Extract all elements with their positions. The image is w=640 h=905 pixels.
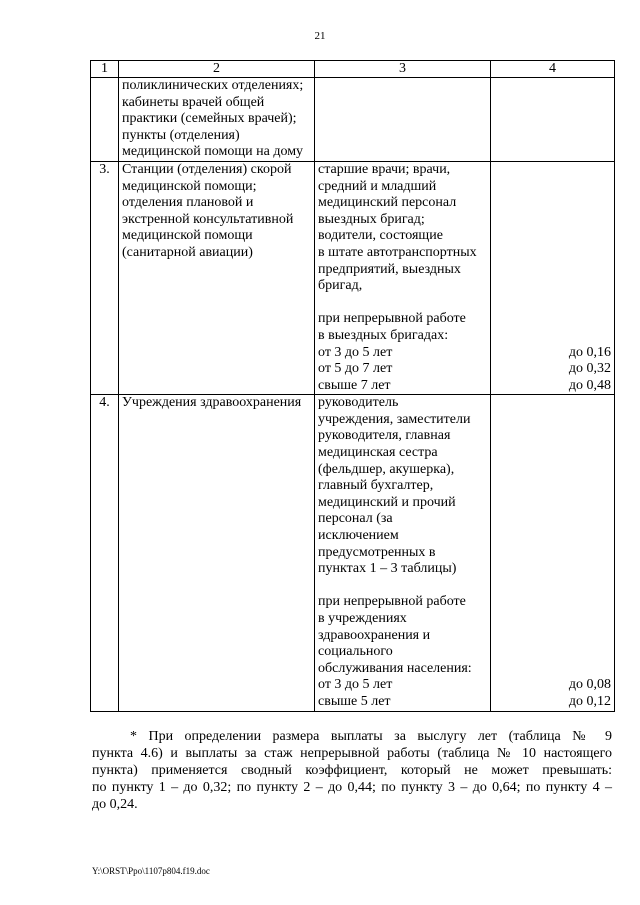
cell-line: медицинский персонал — [318, 195, 457, 211]
cell-line: руководителя, главная — [318, 428, 451, 444]
cell-line: в учреждениях — [318, 611, 407, 626]
row-number-cell: 4. — [91, 395, 119, 711]
cell-line: обслуживания населения: — [318, 660, 472, 676]
footnote-line: до 0,24. — [92, 797, 138, 812]
cell-line: (санитарной авиации) — [122, 244, 253, 260]
cell-line: старшие врачи; врачи, — [318, 161, 451, 177]
cell-line: пунктах 1 – 3 таблицы) — [318, 561, 457, 577]
cell-line: свыше 5 лет — [318, 693, 391, 709]
cell-line: свыше 7 лет — [318, 377, 391, 393]
footnote-line: * При определении размера выплаты за выслугу лет (таблица № 9 — [130, 729, 612, 744]
cell-line: средний и младший — [318, 178, 437, 194]
footnote-line: пункта 4.6) и выплаты за стаж непрерывной работы (таблица № 10 настоящего — [92, 746, 612, 761]
cell-line: при непрерывной работе — [318, 311, 466, 327]
cell-line: медицинской помощи — [122, 228, 253, 244]
cell-line: (фельдшер, акушерка), — [318, 461, 455, 477]
cell-line: медицинская сестра — [318, 445, 438, 461]
file-path: Y:\ORST\Ppo\1107p804.f19.doc — [92, 866, 210, 876]
coefficient-value: до 0,16 — [568, 344, 611, 360]
table-row-4 — [91, 395, 615, 711]
footnote-line: пункта) применяется сводный коэффициент, который не может превышать: — [92, 763, 612, 778]
cell-line: бригад, — [318, 278, 363, 294]
cell-line: от 3 до 5 лет — [318, 677, 393, 693]
cell-line: медицинский и прочий — [318, 494, 456, 510]
header-cell: 4 — [491, 61, 615, 78]
coefficient-cell — [491, 78, 615, 162]
table-header-row — [91, 61, 615, 78]
staff-cell — [315, 78, 491, 162]
coefficient-value: до 0,32 — [568, 361, 611, 377]
cell-line: здравоохранения и — [318, 627, 431, 643]
cell-line: медицинской помощи; — [122, 178, 257, 194]
header-cell: 3 — [315, 61, 491, 78]
cell-line: поликлинических отделениях; — [122, 78, 304, 93]
coefficient-cell — [491, 161, 615, 394]
cell-line: при непрерывной работе — [318, 594, 466, 610]
cell-line: водители, состоящие — [318, 228, 443, 244]
cell-line: социального — [318, 644, 393, 660]
cell-line: исключением — [318, 528, 399, 544]
institution-cell — [119, 161, 315, 394]
table-row-continuation — [91, 78, 615, 162]
staff-cell — [315, 395, 491, 711]
cell-line: Учреждения здравоохранения — [122, 395, 302, 411]
cell-line: главный бухгалтер, — [318, 478, 434, 494]
institution-cell — [119, 78, 315, 162]
blank-line — [318, 295, 487, 312]
cell-line: предусмотренных в — [318, 544, 436, 560]
row-number-cell: 3. — [91, 161, 119, 394]
header-cell: 1 — [91, 61, 119, 78]
page-number: 21 — [314, 30, 326, 42]
table-row-3 — [91, 161, 615, 394]
cell-line: экстренной консультативной — [122, 211, 294, 227]
staff-cell — [315, 161, 491, 394]
cell-line: выездных бригад; — [318, 211, 425, 227]
cell-line: в штате автотранспортных — [318, 244, 477, 260]
institution-cell — [119, 395, 315, 711]
cell-line: практики (семейных врачей); — [122, 111, 297, 127]
cell-line: учреждения, заместители — [318, 411, 471, 427]
coefficient-cell — [491, 395, 615, 711]
cell-line: в выездных бригадах: — [318, 327, 449, 343]
cell-line: персонал (за — [318, 511, 393, 527]
cell-line: пункты (отделения) — [122, 127, 240, 143]
cell-line: руководитель — [318, 395, 399, 411]
allowance-table — [90, 60, 615, 712]
coefficient-value: до 0,48 — [568, 377, 611, 393]
row-number-cell — [91, 78, 119, 162]
cell-line: отделения плановой и — [122, 195, 254, 211]
footnote — [92, 728, 612, 813]
cell-line: предприятий, выездных — [318, 261, 461, 277]
footnote-line: по пункту 1 – до 0,32; по пункту 2 – до 0,44; по пункту 3 – до 0,64; по пункту 4 – — [92, 780, 612, 795]
coefficient-value: до 0,08 — [568, 677, 611, 693]
header-cell: 2 — [119, 61, 315, 78]
cell-line: от 5 до 7 лет — [318, 361, 393, 377]
cell-line: кабинеты врачей общей — [122, 94, 265, 110]
cell-line: Станции (отделения) скорой — [122, 161, 292, 177]
coefficient-value: до 0,12 — [568, 693, 611, 709]
cell-line: от 3 до 5 лет — [318, 344, 393, 360]
blank-line — [318, 578, 487, 595]
cell-line: медицинской помощи на дому — [122, 144, 304, 160]
